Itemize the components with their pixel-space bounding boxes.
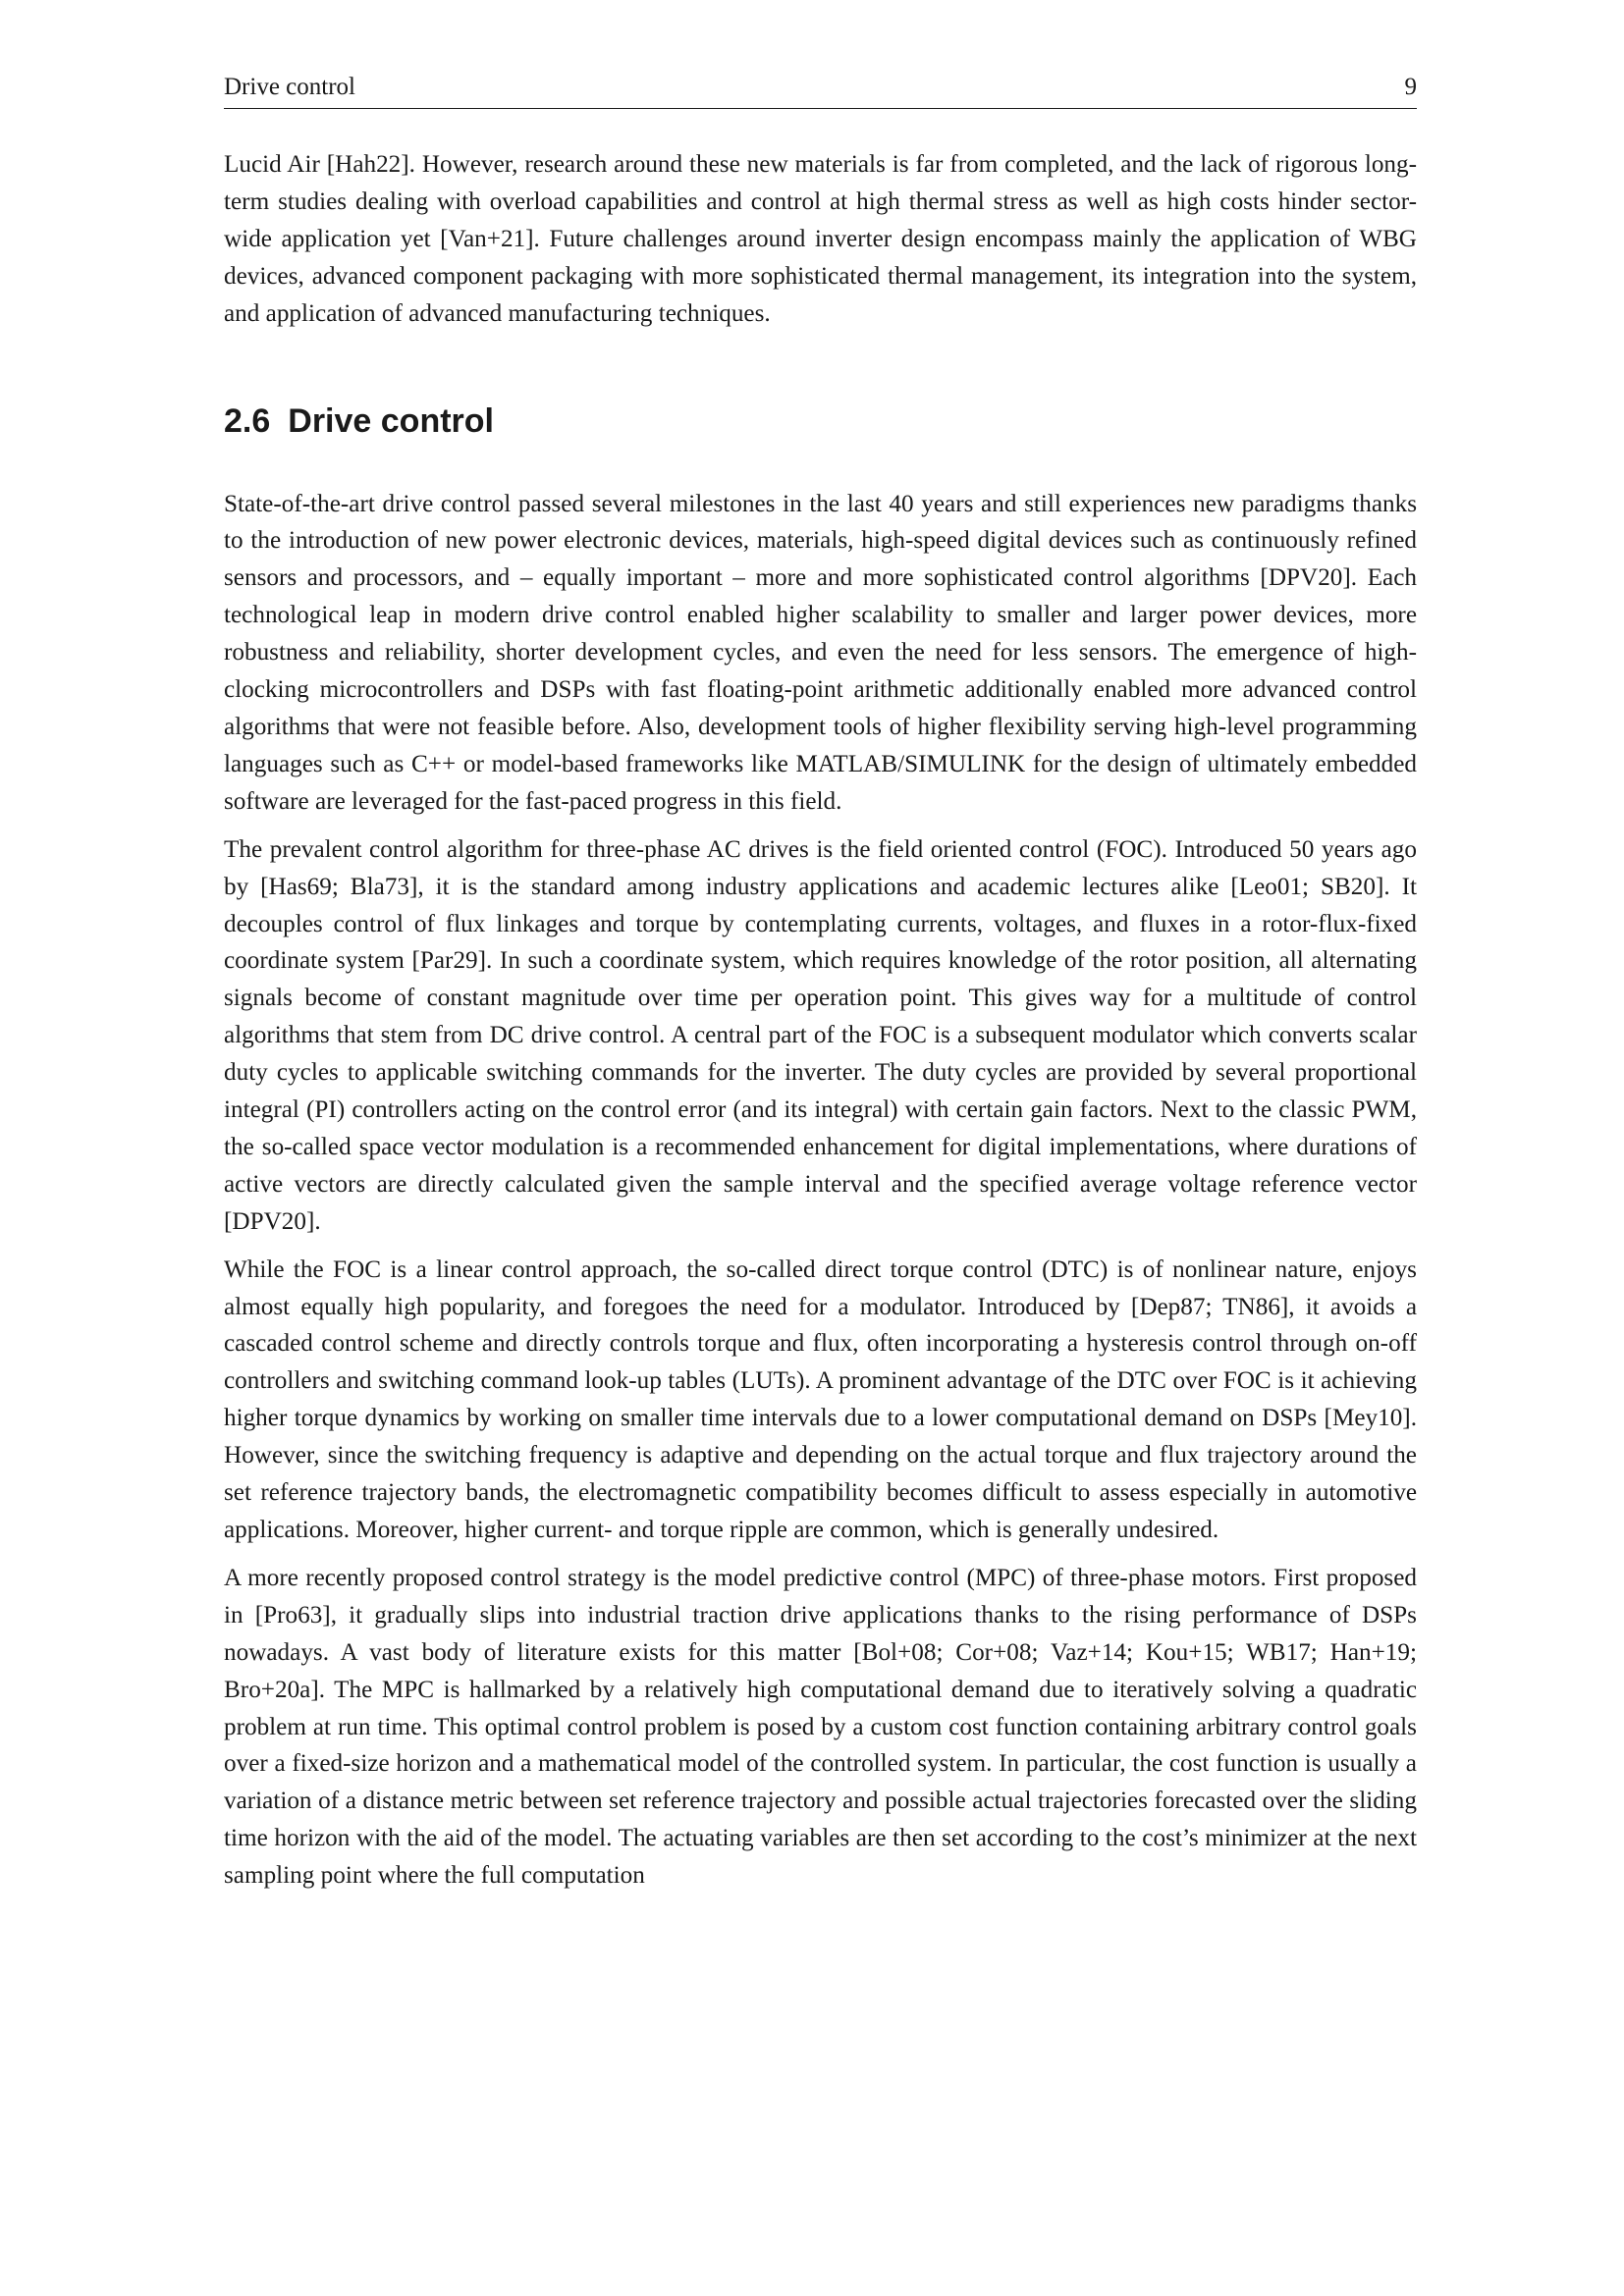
document-page	[224, 71, 1417, 1895]
running-header	[224, 71, 1417, 109]
header-chapter-title: Drive control	[224, 74, 355, 100]
paragraph-dtc: While the FOC is a linear control approach, the so-called direct torque control (DTC) is of nonlinear nature, enjoys almost equally high popularity, and foregoes the need for a modulator. Introduced by [Dep87; TN86], it avoids a cascaded control scheme and directly controls torque and flux, often incorporating a hysteresis control through on-off controllers and switching command look-up tables (LUTs). A prominent advantage of the DTC over FOC is it achieving higher torque dynamics by working on smaller time intervals due to a lower computational demand on DSPs [Mey10]. However, since the switching frequency is adaptive and depending on the actual torque and flux trajectory around the set reference trajectory bands, the electromagnetic compatibility becomes difficult to assess especially in automotive applications. Moreover, higher current- and torque ripple are common, which is generally undesired.	[224, 1255, 1417, 1543]
section-heading	[224, 401, 1417, 441]
paragraph-foc: The prevalent control algorithm for three-phase AC drives is the field oriented control (FOC). Introduced 50 years ago by [Has69; Bla73], it is the standard among industry applications and academic lectures alike [Leo01; SB20]. It decouples control of flux linkages and torque by contemplating currents, voltages, and fluxes in a rotor-flux-fixed coordinate system [Par29]. In such a coordinate system, which requires knowledge of the rotor position, all alternating signals become of constant magnitude over time per operation point. This gives way for a multitude of control algorithms that stem from DC drive control. A central part of the FOC is a subsequent modulator which converts scalar duty cycles to applicable switching commands for the inverter. The duty cycles are provided by several proportional integral (PI) controllers acting on the control error (and its integral) with certain gain factors. Next to the classic PWM, the so-called space vector modulation is a recommended enhancement for digital implementations, where durations of active vectors are directly calculated given the sample interval and the specified average voltage reference vector [DPV20].	[224, 835, 1417, 1235]
section-number: 2.6	[224, 401, 271, 440]
paragraph-drive-control-history: State-of-the-art drive control passed several milestones in the last 40 years and still experiences new paradigms thanks to the introduction of new power electronic devices, materials, high-speed digital devices such as continuously refined sensors and processors, and – equally important – more and more sophisticated control algorithms [DPV20]. Each technological leap in modern drive control enabled higher scalability to smaller and larger power devices, more robustness and reliability, shorter development cycles, and even the need for less sensors. The emergence of high-clocking microcontrollers and DSPs with fast floating-point arithmetic additionally enabled more advanced control algorithms that were not feasible before. Also, development tools of higher flexibility serving high-level programming languages such as C++ or model-based frameworks like MATLAB/SIMULINK for the design of ultimately embedded software are leveraged for the fast-paced progress in this field.	[224, 490, 1417, 815]
header-page-number: 9	[1404, 74, 1417, 100]
paragraph-mpc: A more recently proposed control strategy is the model predictive control (MPC) of three-phase motors. First proposed in [Pro63], it gradually slips into industrial traction drive applications thanks to the rising performance of DSPs nowadays. A vast body of literature exists for this matter [Bol+08; Cor+08; Vaz+14; Kou+15; WB17; Han+19; Bro+20a]. The MPC is hallmarked by a relatively high computational demand due to iteratively solving a quadratic problem at run time. This optimal control problem is posed by a custom cost function containing arbitrary control goals over a fixed-size horizon and a mathematical model of the controlled system. In particular, the cost function is usually a variation of a distance metric between set reference trajectory and possible actual trajectories forecasted over the sliding time horizon with the aid of the model. The actuating variables are then set according to the cost’s minimizer at the next sampling point where the full computation	[224, 1564, 1417, 1890]
intro-paragraph: Lucid Air [Hah22]. However, research around these new materials is far from completed, and the lack of rigorous long-term studies dealing with overload capabilities and control at high thermal stress as well as high costs hinder sector-wide application yet [Van+21]. Future challenges around inverter design encompass mainly the application of WBG devices, advanced component packaging with more sophisticated thermal management, its integration into the system, and application of advanced manufacturing techniques.	[224, 151, 1417, 327]
section-title: Drive control	[288, 401, 494, 440]
